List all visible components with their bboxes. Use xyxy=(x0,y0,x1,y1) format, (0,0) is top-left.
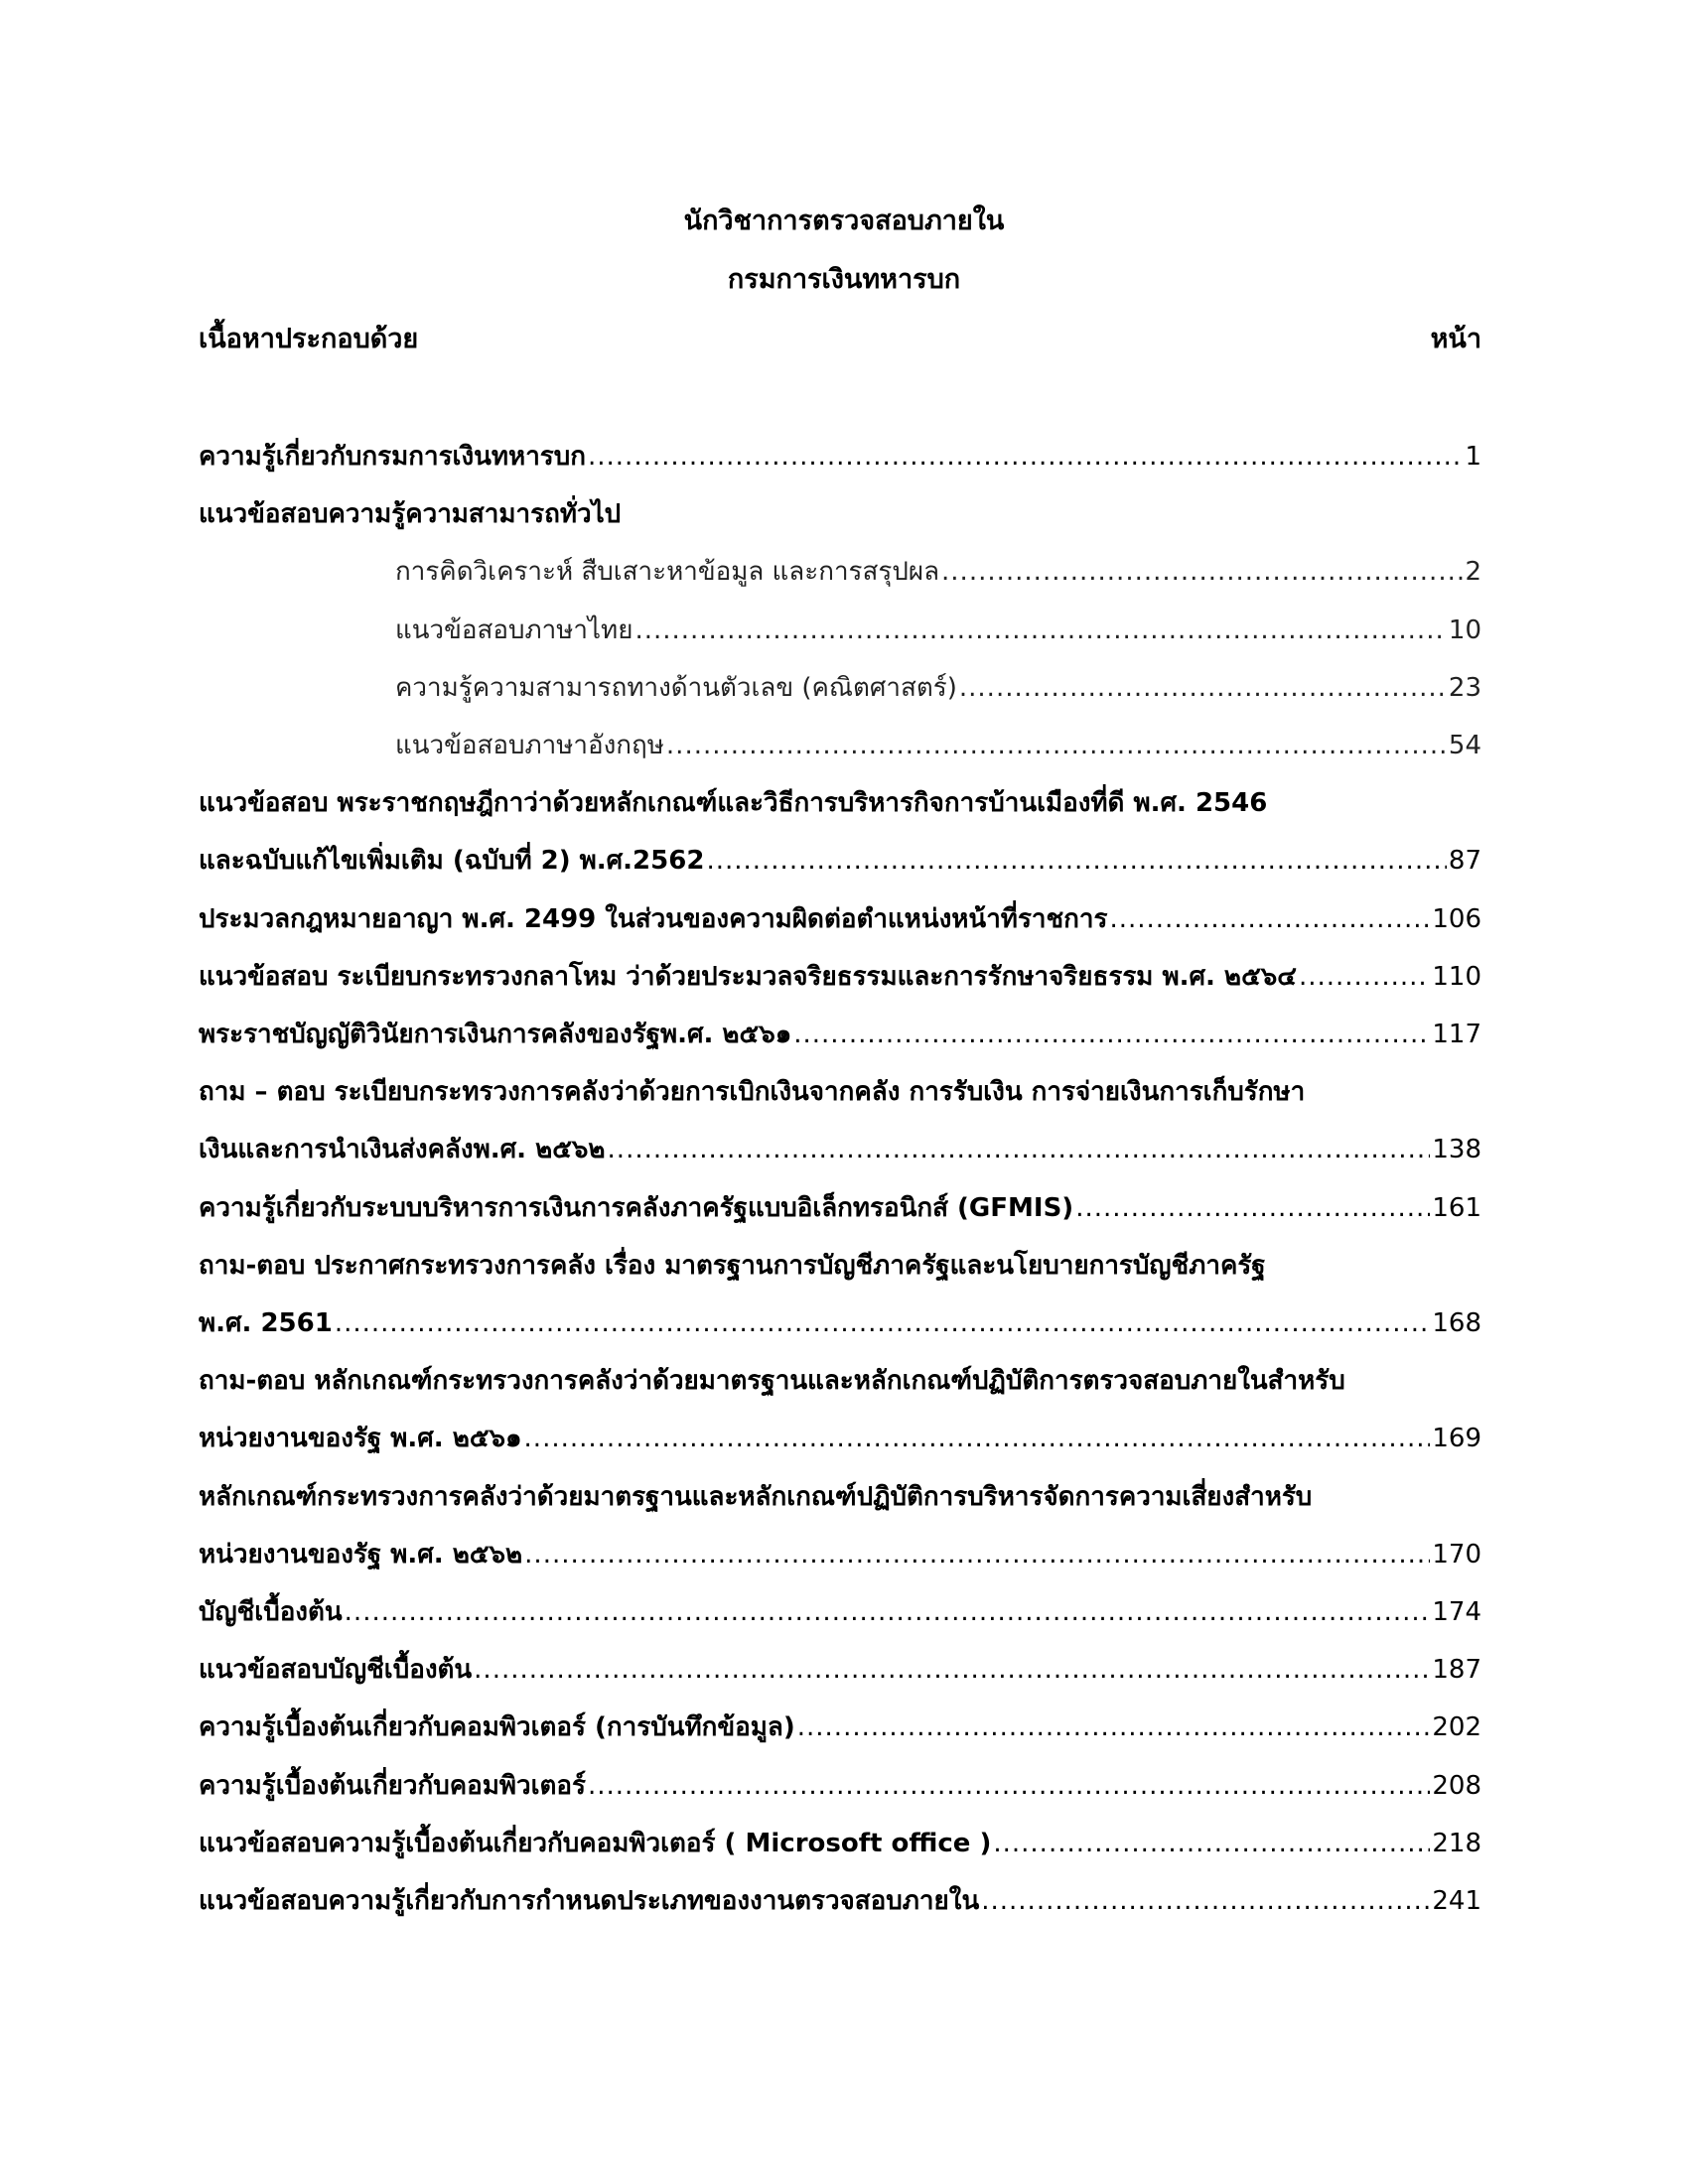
toc-entry xyxy=(199,1361,1481,1401)
toc-entry-title: ความรู้เบื้องต้นเกี่ยวกับคอมพิวเตอร์ xyxy=(199,1771,586,1801)
toc-entry xyxy=(199,1477,1481,1517)
toc-leader-dots xyxy=(666,726,1447,765)
toc-leader-dots xyxy=(1109,899,1430,939)
toc-page-number: 1 xyxy=(1465,442,1481,472)
toc-entry xyxy=(395,726,1481,765)
toc-entry xyxy=(199,494,1481,534)
toc-entry-title: ความรู้เบื้องต้นเกี่ยวกับคอมพิวเตอร์ (การบันทึกข้อมูล) xyxy=(199,1712,795,1742)
toc-entry xyxy=(199,437,1481,477)
toc-entry-title: เงินและการนำเงินส่งคลังพ.ศ. ๒๕๖๒ xyxy=(199,1135,606,1164)
toc-entry-title: แนวข้อสอบ พระราชกฤษฎีกาว่าด้วยหลักเกณฑ์และวิธีการบริหารกิจการบ้านเมืองที่ดี พ.ศ. 2546 xyxy=(199,788,1268,818)
toc-entry-title: หลักเกณฑ์กระทรวงการคลังว่าด้วยมาตรฐานและหลักเกณฑ์ปฏิบัติการบริหารจัดการความเสี่ยงสำหรับ xyxy=(199,1482,1313,1512)
toc-entry xyxy=(199,1303,1481,1343)
toc-entry-title: การคิดวิเคราะห์ สืบเสาะหาข้อมูล และการสรุปผล xyxy=(395,557,940,587)
toc-leader-dots xyxy=(706,841,1446,881)
toc-entry xyxy=(395,668,1481,708)
toc-page-number: 170 xyxy=(1432,1540,1481,1570)
toc-entry xyxy=(199,1707,1481,1747)
toc-leader-dots xyxy=(608,1130,1431,1169)
toc-entry-title: แนวข้อสอบความรู้ความสามารถทั่วไป xyxy=(199,499,622,529)
toc-entry xyxy=(199,1419,1481,1458)
toc-leader-dots xyxy=(588,437,1463,477)
toc-leader-dots xyxy=(335,1303,1431,1343)
toc-entry-title: พ.ศ. 2561 xyxy=(199,1308,333,1338)
toc-entry xyxy=(199,841,1481,881)
toc-page-number: 208 xyxy=(1432,1771,1481,1801)
toc-leader-dots xyxy=(959,668,1447,708)
toc-entry-title: แนวข้อสอบบัญชีเบื้องต้น xyxy=(199,1655,473,1685)
toc-entry-title: พระราชบัญญัติวินัยการเงินการคลังของรัฐพ.ศ. ๒๕๖๑ xyxy=(199,1020,792,1049)
toc-leader-dots xyxy=(981,1881,1430,1921)
toc-entry xyxy=(199,1766,1481,1806)
toc-entry-title: หน่วยงานของรัฐ พ.ศ. ๒๕๖๑ xyxy=(199,1424,522,1453)
toc-entry-title: และฉบับแก้ไขเพิ่มเติม (ฉบับที่ 2) พ.ศ.2562 xyxy=(199,846,705,876)
toc-entry-title: ความรู้เกี่ยวกับกรมการเงินทหารบก xyxy=(199,442,586,472)
toc-entry xyxy=(199,1072,1481,1112)
toc-leader-dots xyxy=(797,1707,1431,1747)
toc-entry xyxy=(199,1188,1481,1228)
toc-entry-title: ถาม-ตอบ หลักเกณฑ์กระทรวงการคลังว่าด้วยมาตรฐานและหลักเกณฑ์ปฏิบัติการตรวจสอบภายในสำหรับ xyxy=(199,1366,1345,1396)
toc-page-number: 241 xyxy=(1432,1886,1481,1916)
toc-page-number: 138 xyxy=(1432,1135,1481,1164)
toc-leader-dots xyxy=(941,552,1463,592)
document-title: นักวิชาการตรวจสอบภายใน xyxy=(683,205,1005,236)
toc-entry-title: ความรู้เกี่ยวกับระบบบริหารการเงินการคลังภาครัฐแบบอิเล็กทรอนิกส์ (GFMIS) xyxy=(199,1193,1074,1223)
toc-entry xyxy=(199,1592,1481,1632)
toc-page-number: 187 xyxy=(1432,1655,1481,1685)
toc-page-number: 87 xyxy=(1448,846,1481,876)
toc-entry-title: หน่วยงานของรัฐ พ.ศ. ๒๕๖๒ xyxy=(199,1540,523,1570)
toc-leader-dots xyxy=(345,1592,1431,1632)
toc-page-number: 110 xyxy=(1432,962,1481,992)
contents-label: เนื้อหาประกอบด้วย xyxy=(199,324,419,354)
toc-entry-title: แนวข้อสอบความรู้เกี่ยวกับการกำหนดประเภทของงานตรวจสอบภายใน xyxy=(199,1886,980,1916)
toc-entry xyxy=(199,1650,1481,1690)
toc-entry-title: ถาม-ตอบ ประกาศกระทรวงการคลัง เรื่อง มาตรฐานการบัญชีภาครัฐและนโยบายการบัญชีภาครัฐ xyxy=(199,1251,1266,1281)
document-subtitle: กรมการเงินทหารบก xyxy=(727,264,961,295)
toc-page-number: 2 xyxy=(1465,557,1481,587)
toc-page-number: 169 xyxy=(1432,1424,1481,1453)
toc-leader-dots xyxy=(1075,1188,1430,1228)
page-column-label: หน้า xyxy=(1430,324,1481,354)
toc-entry-title: แนวข้อสอบความรู้เบื้องต้นเกี่ยวกับคอมพิวเตอร์ ( Microsoft office ) xyxy=(199,1829,992,1858)
toc-entry xyxy=(395,611,1481,650)
toc-page-number: 10 xyxy=(1448,615,1481,645)
toc-entry-title: แนวข้อสอบ ระเบียบกระทรวงกลาโหม ว่าด้วยประมวลจริยธรรมและการรักษาจริยธรรม พ.ศ. ๒๕๖๔ xyxy=(199,962,1297,992)
toc-entry-title: ถาม – ตอบ ระเบียบกระทรวงการคลังว่าด้วยการเบิกเงินจากคลัง การรับเงิน การจ่ายเงินการเก็บรักษา xyxy=(199,1077,1306,1107)
toc-entry xyxy=(199,783,1481,823)
toc-leader-dots xyxy=(588,1766,1430,1806)
toc-entry-title: แนวข้อสอบภาษาไทย xyxy=(395,615,633,645)
toc-entry xyxy=(199,1130,1481,1169)
toc-leader-dots xyxy=(993,1824,1430,1863)
toc-entry xyxy=(199,1824,1481,1863)
toc-entry xyxy=(199,1881,1481,1921)
toc-entry xyxy=(199,1246,1481,1286)
toc-entry-title: บัญชีเบื้องต้น xyxy=(199,1597,343,1627)
toc-entry-title: ความรู้ความสามารถทางด้านตัวเลข (คณิตศาสตร์) xyxy=(395,673,957,703)
toc-entry xyxy=(199,957,1481,997)
toc-page-number: 202 xyxy=(1432,1712,1481,1742)
toc-leader-dots xyxy=(634,611,1446,650)
toc-page-number: 106 xyxy=(1432,904,1481,934)
toc-leader-dots xyxy=(793,1015,1430,1054)
toc-page-number: 161 xyxy=(1432,1193,1481,1223)
toc-page-number: 23 xyxy=(1448,673,1481,703)
toc-leader-dots xyxy=(524,1419,1431,1458)
toc-page-number: 174 xyxy=(1432,1597,1481,1627)
toc-entry-title: ประมวลกฎหมายอาญา พ.ศ. 2499 ในส่วนของความผิดต่อตำแหน่งหน้าที่ราชการ xyxy=(199,904,1108,934)
toc-leader-dots xyxy=(1299,957,1430,997)
toc-page-number: 168 xyxy=(1432,1308,1481,1338)
toc-entry xyxy=(199,1015,1481,1054)
toc-leader-dots xyxy=(524,1535,1430,1574)
toc-entry xyxy=(199,1535,1481,1574)
toc-page-number: 117 xyxy=(1432,1020,1481,1049)
toc-page-number: 218 xyxy=(1432,1829,1481,1858)
toc-page-number: 54 xyxy=(1448,731,1481,760)
toc-entry-title: แนวข้อสอบภาษาอังกฤษ xyxy=(395,731,664,760)
toc-entry xyxy=(395,552,1481,592)
toc-entry xyxy=(199,899,1481,939)
toc-leader-dots xyxy=(474,1650,1430,1690)
